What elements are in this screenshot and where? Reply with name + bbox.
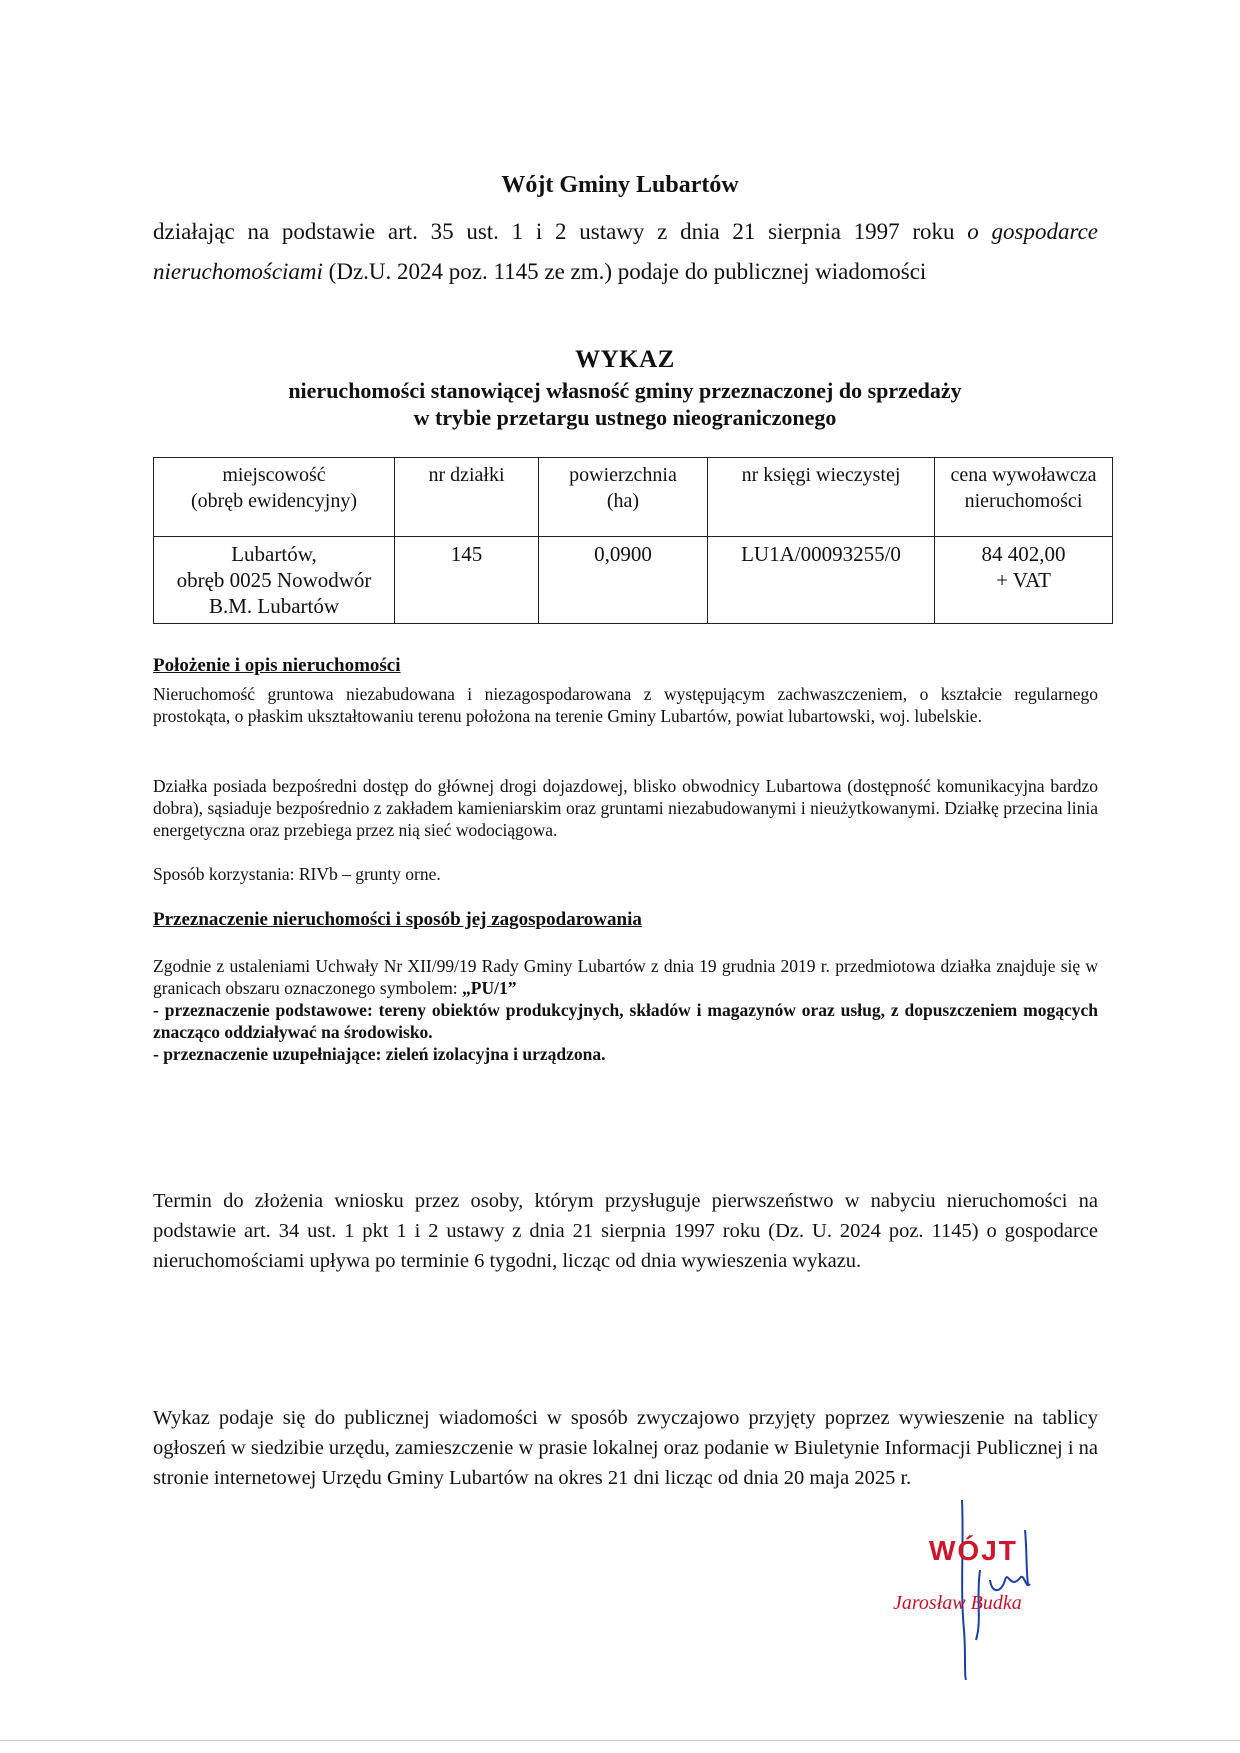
section-location-p2: Działka posiada bezpośredni dostęp do głównej drogi dojazdowej, blisko obwodnicy Lubartowa (dostępność komunikacyjna bardzo dobra), sąsiaduje bezpośrednio z zakładem kamieniarskim oraz gruntami niezabudowanymi i nieużytkowanymi. Działkę przecina linia energetyczna oraz przebiega przez nią sieć wodociągowa. (153, 776, 1098, 840)
cell-line: 84 402,00 (981, 542, 1066, 566)
header-line: (ha) (606, 490, 640, 512)
section-location-p1: Nieruchomość gruntowa niezabudowana i niezagospodarowana z występującym zachwaszczeniem, o kształcie regularnego prostokąta, o płaskim ukształtowaniu terenu położona na terenie Gminy Lubartów, powiat lubartowski, woj. lubelskie. (153, 684, 1098, 726)
deadline-paragraph: Termin do złożenia wniosku przez osoby, którym przysługuje pierwszeństwo w nabyciu nieruchomości na podstawie art. 34 ust. 1 pkt 1 i 2 ustawy z dnia 21 sierpnia 1997 roku (Dz. U. 2024 poz. 1145) o gospodarce nieruchomościami upływa po terminie 6 tygodni, licząc od dnia wywieszenia wykazu. (153, 1190, 1098, 1272)
cell-line: Lubartów, (231, 542, 317, 566)
signature-scribble (880, 1480, 1040, 1680)
table-header-row (154, 458, 1113, 537)
cell-land-register: LU1A/00093255/0 (708, 537, 935, 624)
header-line: miejscowość (222, 464, 326, 486)
intro-text-end: (Dz.U. 2024 poz. 1145 ze zm.) podaje do publicznej wiadomości (322, 259, 927, 284)
header-line: nr księgi wieczystej (741, 464, 901, 486)
column-header-area (539, 458, 708, 537)
cell-line: obręb 0025 Nowodwór (176, 568, 372, 592)
header-line: powierzchnia (569, 464, 677, 486)
header-line: cena wywoławcza (950, 464, 1097, 486)
intro-paragraph (153, 212, 1098, 292)
page-bottom-rule (0, 1740, 1240, 1741)
cell-location (154, 537, 395, 624)
column-header-land-register (708, 458, 935, 537)
header-line: nr działki (428, 464, 505, 486)
column-header-price (935, 458, 1113, 537)
intro-act-title: o gospodarce nieruchomościami (153, 219, 1098, 284)
table-row (154, 537, 1113, 624)
section-purpose-p1 (153, 955, 1098, 999)
zoning-symbol: „PU/1” (462, 978, 517, 998)
wykaz-title: WYKAZ (575, 346, 675, 373)
wykaz-subtitle-mode: w trybie przetargu ustnego nieograniczonego (413, 405, 837, 430)
issuer-title: Wójt Gminy Lubartów (501, 172, 739, 198)
section-purpose-secondary: - przeznaczenie uzupełniające: zieleń izolacyjna i urządzona. (153, 1044, 606, 1064)
intro-text: działając na podstawie art. 35 ust. 1 i 2 ustawy z dnia 21 sierpnia 1997 roku (153, 219, 968, 244)
header-line: nieruchomości (964, 490, 1083, 512)
wykaz-subtitle: nieruchomości stanowiącej własność gminy przeznaczonej do sprzedaży (288, 378, 962, 403)
section-purpose-title: Przeznaczenie nieruchomości i sposób jej zagospodarowania (153, 909, 642, 930)
stamp-title: WÓJT (929, 1535, 1018, 1566)
header-line: (obręb ewidencyjny) (190, 490, 358, 512)
stamp-name: Jarosław Budka (893, 1592, 1022, 1614)
section-purpose-primary: - przeznaczenie podstawowe: tereny obiektów produkcyjnych, składów i magazynów oraz usług, z dopuszczeniem mogących znacząco oddziaływać na środowisko. (153, 1000, 1098, 1042)
section-location-p3: Sposób korzystania: RIVb – grunty orne. (153, 864, 441, 884)
property-table (153, 457, 1113, 624)
cell-line: B.M. Lubartów (208, 594, 340, 618)
section-location-title: Położenie i opis nieruchomości (153, 655, 401, 676)
column-header-location (154, 458, 395, 537)
cell-area: 0,0900 (539, 537, 708, 624)
column-header-parcel (395, 458, 539, 537)
publication-paragraph: Wykaz podaje się do publicznej wiadomości w sposób zwyczajowo przyjęty poprzez wywieszenie na tablicy ogłoszeń w siedzibie urzędu, zamieszczenie w prasie lokalnej oraz podanie w Biuletynie Informacji Publicznej i na stronie internetowej Urzędu Gminy Lubartów na okres 21 dni licząc od dnia 20 maja 2025 r. (153, 1407, 1098, 1489)
cell-price (935, 537, 1113, 624)
cell-line: + VAT (996, 568, 1051, 592)
cell-parcel: 145 (395, 537, 539, 624)
purpose-text: Zgodnie z ustaleniami Uchwały Nr XII/99/19 Rady Gminy Lubartów z dnia 19 grudnia 2019 r. przedmiotowa działka znajduje się w granicach obszaru oznaczonego symbolem: (153, 956, 1098, 998)
